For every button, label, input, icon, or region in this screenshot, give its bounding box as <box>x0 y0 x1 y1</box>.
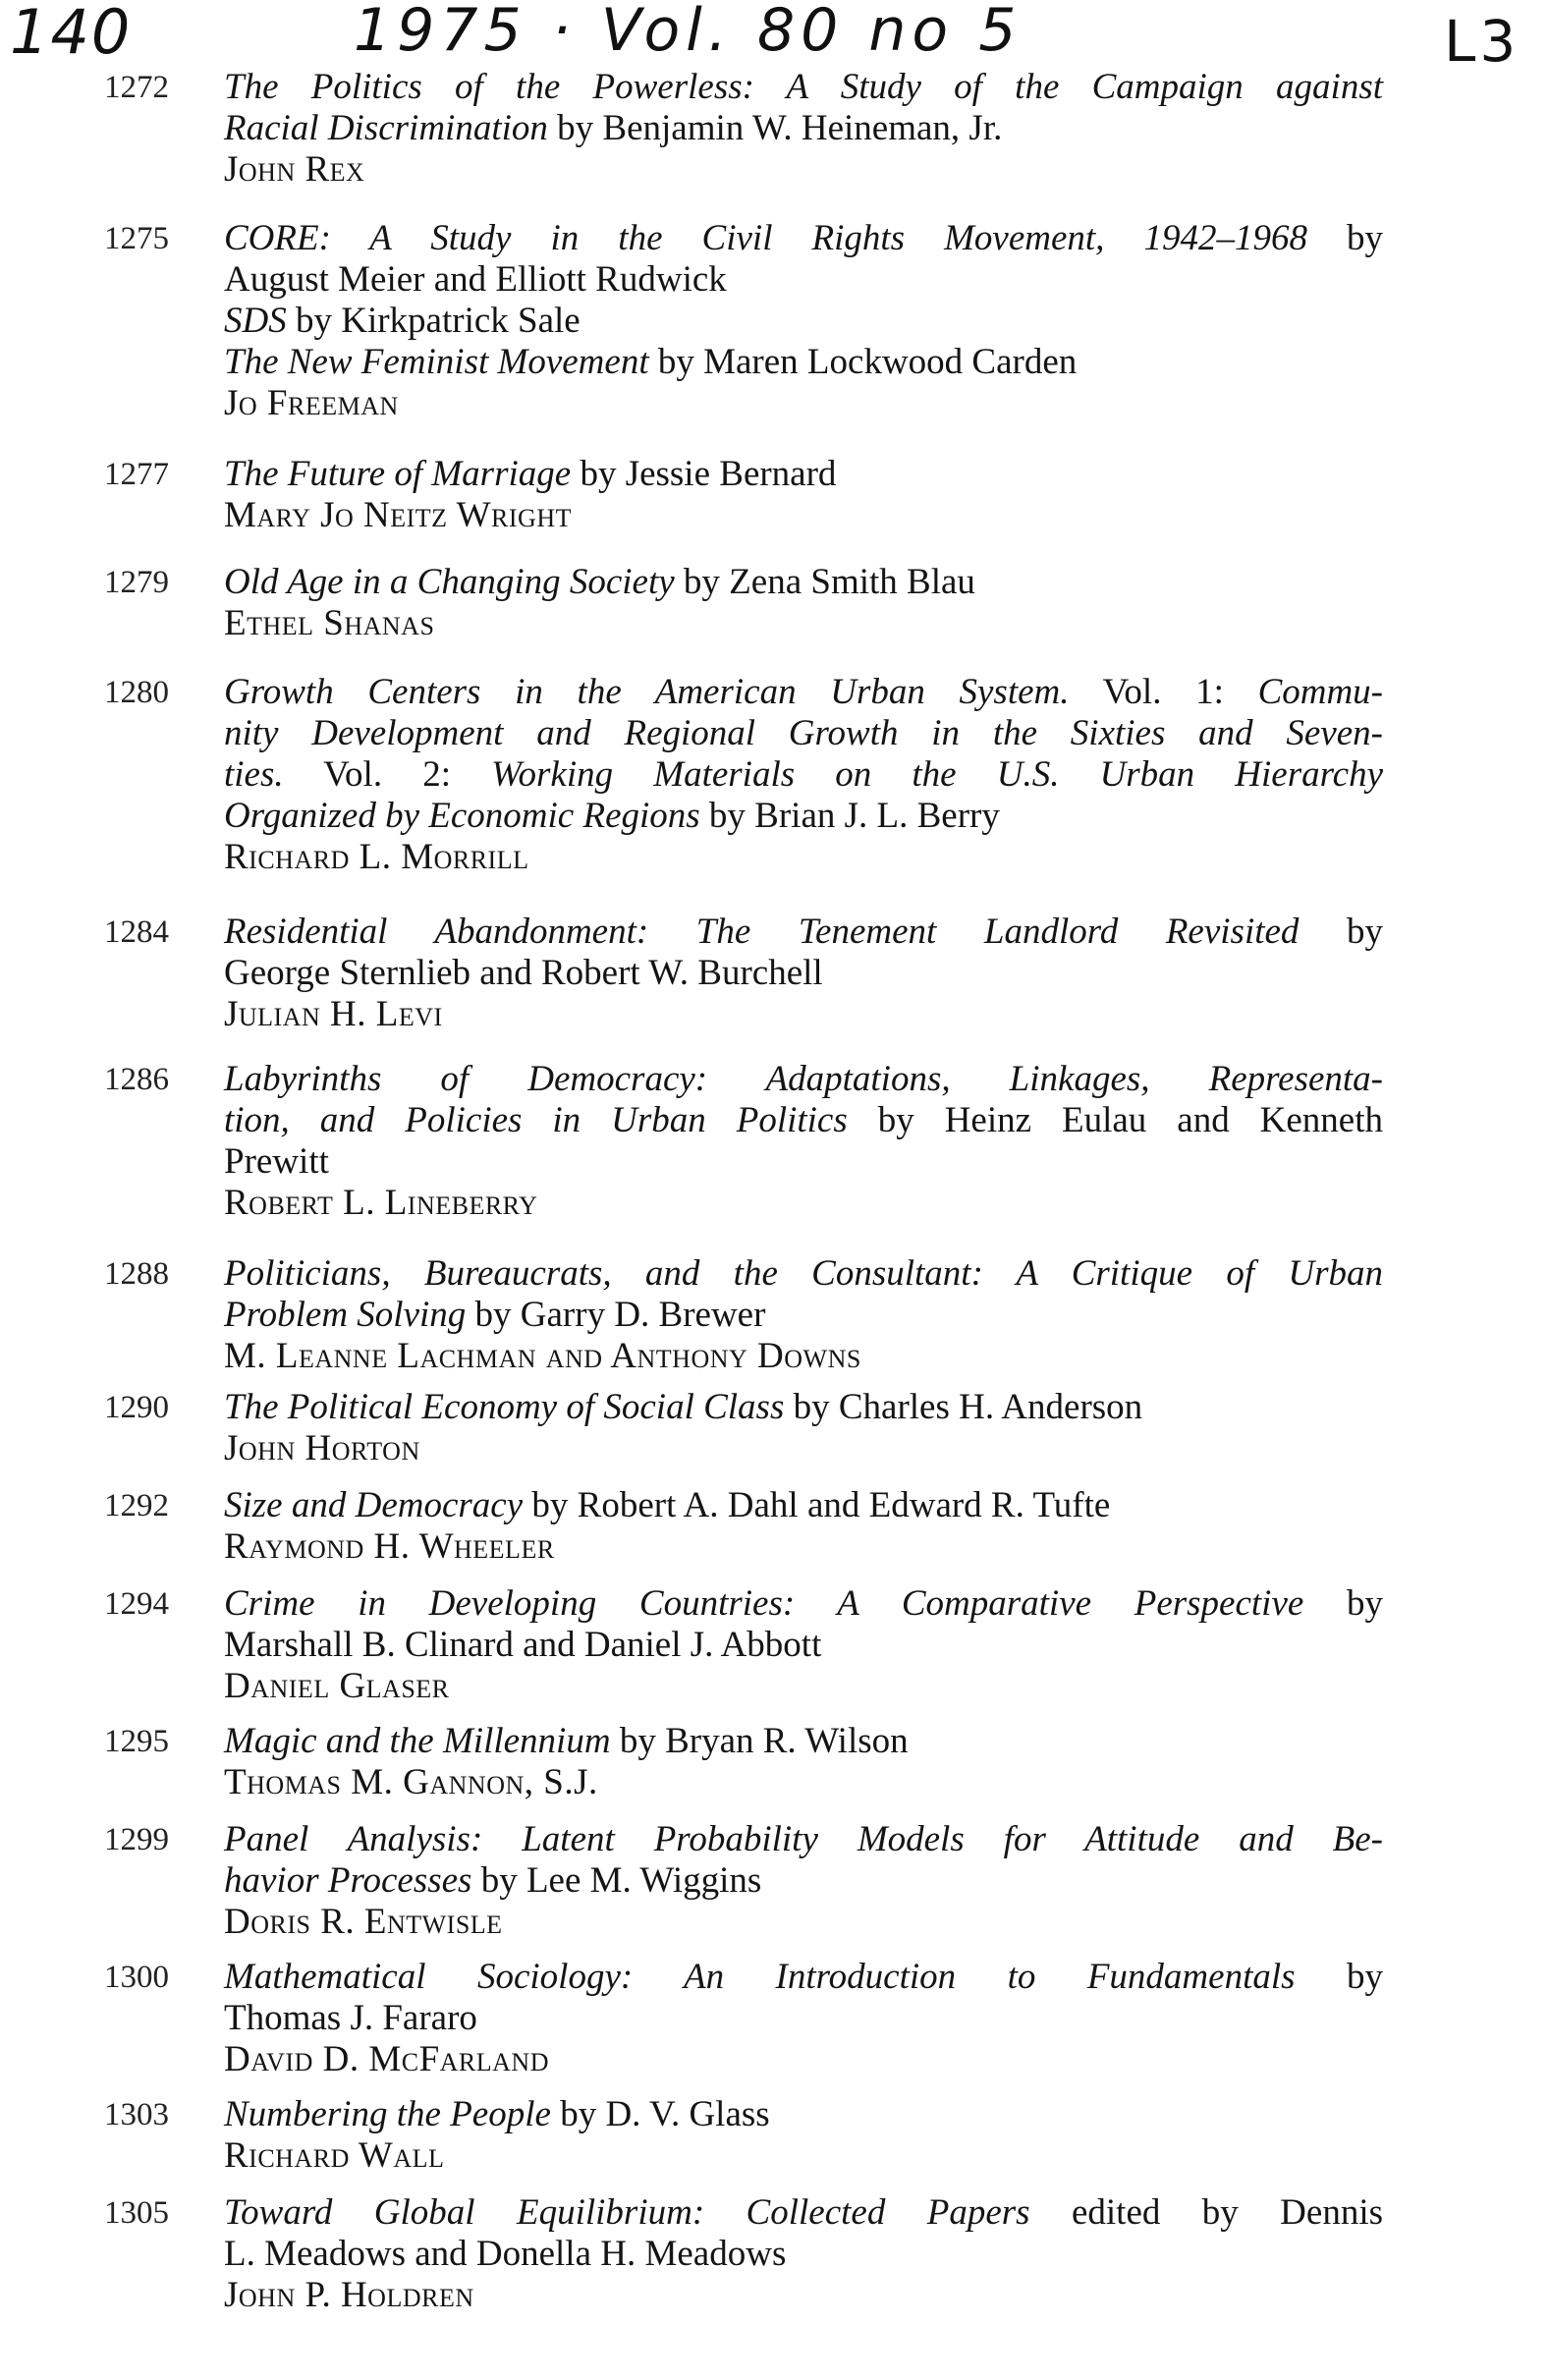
citation-line <box>224 796 1383 837</box>
citation-line <box>224 108 1383 149</box>
reviewer-name: Robert L. Lineberry <box>224 1183 538 1223</box>
citation-line <box>224 1485 1383 1526</box>
author-text: Marshall B. Clinard and Daniel J. Abbott <box>224 1625 822 1665</box>
author-text: by Lee M. Wiggins <box>471 1860 762 1901</box>
italic-title-text: Numbering the People <box>224 2094 551 2134</box>
page-number: 1300 <box>104 1960 169 1995</box>
author-text: Vol. 1: <box>1069 672 1258 712</box>
author-text: by Zena Smith Blau <box>674 562 975 602</box>
author-text: August Meier and Elliott Rudwick <box>224 259 727 300</box>
italic-title-text: The Political Economy of Social Class <box>224 1387 785 1427</box>
reviewer-name: David D. McFarland <box>224 2039 549 2079</box>
citation-line <box>224 1625 1383 1666</box>
author-text: by Bryan R. Wilson <box>610 1721 909 1761</box>
page-number: 1279 <box>104 565 169 600</box>
citation-line <box>224 1059 1383 1100</box>
author-text: by Garry D. Brewer <box>466 1295 766 1335</box>
author-text: by Maren Lockwood Carden <box>648 342 1078 382</box>
author-text: Thomas J. Fararo <box>224 1998 477 2038</box>
italic-title-text: ties. <box>224 754 284 795</box>
citation-line <box>224 1998 1383 2039</box>
citation-line <box>224 2234 1383 2275</box>
page-number: 1305 <box>104 2195 169 2231</box>
citation-line <box>224 1253 1383 1295</box>
italic-title-text: Working Materials on the U.S. Urban Hierarchy <box>491 754 1383 795</box>
italic-title-text: Toward Global Equilibrium: Collected Papers <box>224 2192 1030 2233</box>
author-text: Vol. 2: <box>283 754 492 795</box>
author-text: by Charles H. Anderson <box>784 1387 1143 1427</box>
citation <box>224 218 1383 424</box>
citation-line <box>224 1100 1383 1141</box>
handwritten-code: L3 <box>1444 8 1521 75</box>
citation-line <box>224 912 1383 953</box>
citation-line <box>224 2192 1383 2234</box>
citation-line <box>224 1957 1383 1998</box>
italic-title-text: Growth Centers in the American Urban System. <box>224 672 1070 712</box>
citation-line <box>224 562 1383 603</box>
page-number: 1277 <box>104 457 169 492</box>
reviewer-name: Raymond H. Wheeler <box>224 1526 555 1567</box>
italic-title-text: Mathematical Sociology: An Introduction to Fundamentals <box>224 1957 1296 1997</box>
reviewer-name: John Rex <box>224 149 365 190</box>
citation <box>224 2192 1383 2316</box>
italic-title-text: Old Age in a Changing Society <box>224 562 675 602</box>
citation <box>224 1485 1383 1568</box>
citation <box>224 1253 1383 1377</box>
author-text: by Heinz Eulau and Kenneth <box>847 1100 1384 1140</box>
reviewer-name: John Horton <box>224 1428 420 1468</box>
page-number: 1275 <box>104 221 169 256</box>
citation-line <box>224 754 1383 796</box>
citation-line <box>224 953 1383 994</box>
citation-line <box>224 2094 1383 2135</box>
page-number: 1284 <box>104 914 169 950</box>
reviewer-name: Daniel Glaser <box>224 1666 450 1706</box>
author-text: by <box>1299 912 1384 952</box>
italic-title-text: CORE: A Study in the Civil Rights Movement, 1942–1968 <box>224 218 1307 258</box>
author-text: by Robert A. Dahl and Edward R. Tufte <box>523 1485 1111 1525</box>
citation-line <box>224 1860 1383 1902</box>
citation <box>224 2094 1383 2177</box>
italic-title-text: Organized by Economic Regions <box>224 796 700 836</box>
page-number: 1272 <box>104 70 169 105</box>
author-text: edited by Dennis <box>1029 2192 1384 2233</box>
citation <box>224 1387 1383 1469</box>
citation-line <box>224 1583 1383 1625</box>
page-number: 1286 <box>104 1062 169 1097</box>
page-number: 1288 <box>104 1256 169 1292</box>
italic-title-text: nity Development and Regional Growth in the Sixties and Seven- <box>224 713 1383 753</box>
reviewer-name: Richard Wall <box>224 2135 445 2176</box>
reviewer-name: Richard L. Morrill <box>224 837 529 877</box>
page-number: 1294 <box>104 1586 169 1622</box>
citation-line <box>224 1721 1383 1762</box>
italic-title-text: The Politics of the Powerless: A Study of the Campaign against <box>224 67 1383 107</box>
italic-title-text: SDS <box>224 301 287 341</box>
handwritten-volume-note: 1975 · Vol. 80 no 5 <box>354 0 1023 65</box>
citation <box>224 1957 1383 2080</box>
italic-title-text: tion, and Policies in Urban Politics <box>224 1100 848 1140</box>
reviewer-name: Ethel Shanas <box>224 603 435 643</box>
italic-title-text: Politicians, Bureaucrats, and the Consultant: A Critique of Urban <box>224 1253 1383 1294</box>
citation-line <box>224 67 1383 108</box>
citation-line <box>224 1141 1383 1183</box>
citation-line <box>224 1387 1383 1428</box>
citation-line <box>224 301 1383 342</box>
handwritten-page-number: 140 <box>10 0 133 68</box>
author-text: by <box>1303 1583 1383 1624</box>
citation-line <box>224 454 1383 495</box>
citation <box>224 562 1383 644</box>
citation-line <box>224 1295 1383 1336</box>
italic-title-text: Commu- <box>1257 672 1384 712</box>
italic-title-text: The Future of Marriage <box>224 454 572 494</box>
page-number: 1299 <box>104 1822 169 1857</box>
page-number: 1280 <box>104 675 169 710</box>
citation-line <box>224 259 1383 301</box>
italic-title-text: Residential Abandonment: The Tenement Landlord Revisited <box>224 912 1300 952</box>
citation <box>224 454 1383 536</box>
citation <box>224 1819 1383 1943</box>
citation-line <box>224 342 1383 383</box>
italic-title-text: Labyrinths of Democracy: Adaptations, Linkages, Representa- <box>224 1059 1383 1099</box>
author-text: by Jessie Bernard <box>571 454 837 494</box>
citation <box>224 67 1383 191</box>
author-text: Prewitt <box>224 1141 329 1182</box>
author-text: by Benjamin W. Heineman, Jr. <box>547 108 1003 148</box>
reviewer-name: John P. Holdren <box>224 2275 474 2315</box>
page-number: 1295 <box>104 1724 169 1759</box>
author-text: by D. V. Glass <box>550 2094 770 2134</box>
author-text: by <box>1295 1957 1384 1997</box>
italic-title-text: Racial Discrimination <box>224 108 548 148</box>
page-number: 1303 <box>104 2097 169 2132</box>
italic-title-text: Crime in Developing Countries: A Comparative Perspective <box>224 1583 1304 1624</box>
citation <box>224 672 1383 878</box>
reviewer-name: Doris R. Entwisle <box>224 1902 503 1942</box>
italic-title-text: Problem Solving <box>224 1295 467 1335</box>
italic-title-text: The New Feminist Movement <box>224 342 649 382</box>
reviewer-name: M. Leanne Lachman and Anthony Downs <box>224 1336 861 1376</box>
citation-line <box>224 1819 1383 1860</box>
page-number: 1292 <box>104 1488 169 1523</box>
reviewer-name: Mary Jo Neitz Wright <box>224 495 572 535</box>
citation <box>224 1583 1383 1707</box>
reviewer-name: Thomas M. Gannon, S.J. <box>224 1762 598 1802</box>
author-text: by <box>1306 218 1383 258</box>
citation-line <box>224 218 1383 259</box>
italic-title-text: Size and Democracy <box>224 1485 524 1525</box>
citation <box>224 1059 1383 1224</box>
reviewer-name: Julian H. Levi <box>224 994 443 1034</box>
page-number: 1290 <box>104 1390 169 1425</box>
citation-line <box>224 713 1383 754</box>
citation <box>224 912 1383 1035</box>
reviewer-name: Jo Freeman <box>224 383 399 423</box>
author-text: L. Meadows and Donella H. Meadows <box>224 2234 787 2274</box>
author-text: by Kirkpatrick Sale <box>286 301 581 341</box>
citation-line <box>224 672 1383 713</box>
author-text: by Brian J. L. Berry <box>699 796 1000 836</box>
italic-title-text: havior Processes <box>224 1860 472 1901</box>
italic-title-text: Magic and the Millennium <box>224 1721 611 1761</box>
author-text: George Sternlieb and Robert W. Burchell <box>224 953 823 993</box>
citation <box>224 1721 1383 1803</box>
italic-title-text: Panel Analysis: Latent Probability Models for Attitude and Be- <box>224 1819 1383 1859</box>
